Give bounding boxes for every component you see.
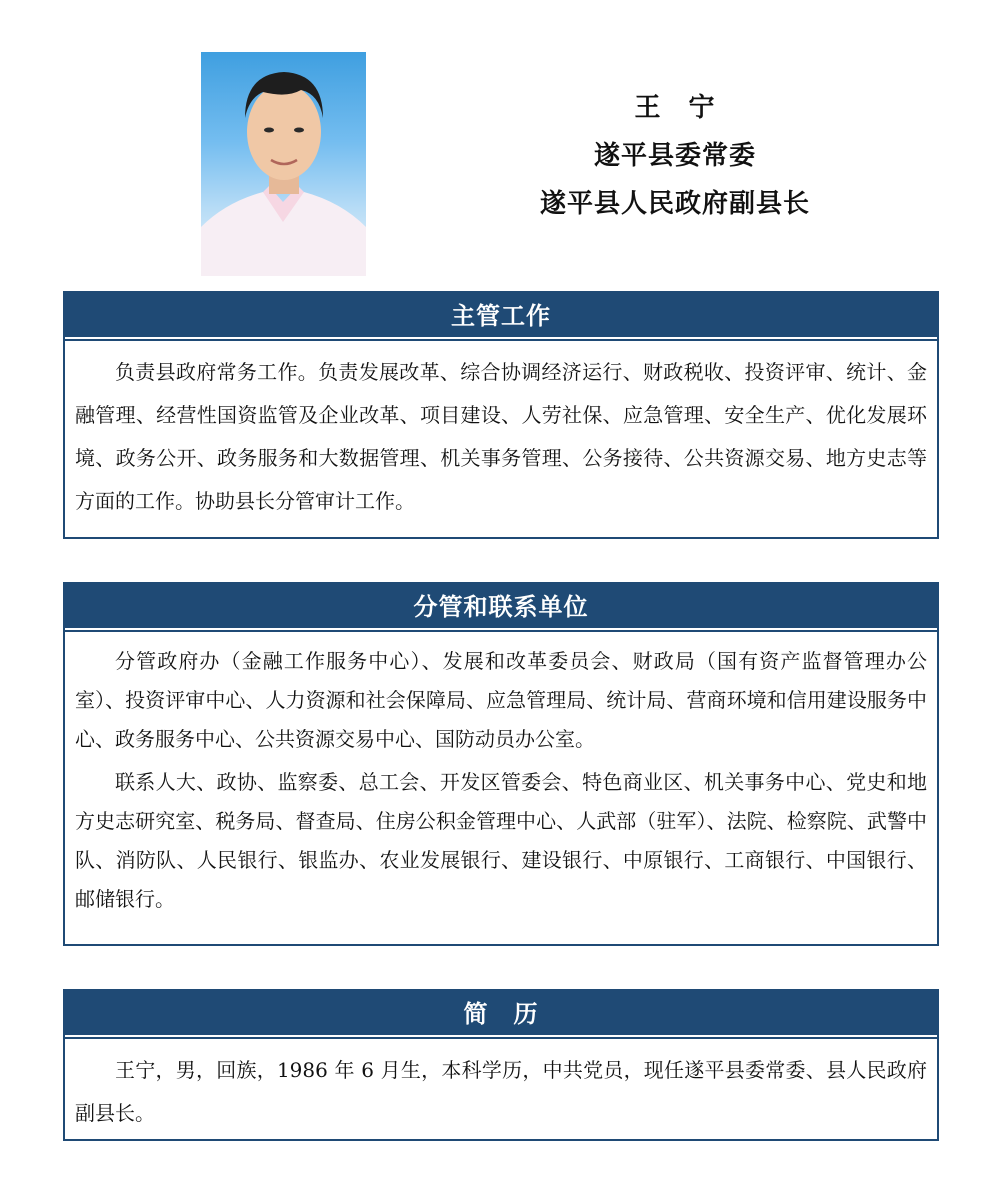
- portrait-photo: [201, 52, 366, 276]
- header-block: [520, 84, 830, 228]
- section-body: [65, 630, 937, 925]
- paragraph: 联系人大、政协、监察委、总工会、开发区管委会、特色商业区、机关事务中心、党史和地方史志研究室、税务局、督查局、住房公积金管理中心、人武部（驻军）、法院、检察院、武警中队、消防队、人民银行、银监办、农业发展银行、建设银行、中原银行、工商银行、中国银行、邮储银行。: [75, 770, 927, 911]
- person-title-party: 遂平县委常委: [593, 141, 756, 171]
- paragraph: 王宁，男，回族，1986 年 6 月生，本科学历，中共党员，现任遂平县委常委、县人民政府副县长。: [75, 1058, 927, 1125]
- person-title-government: 遂平县人民政府副县长: [539, 189, 810, 219]
- section-units: [63, 582, 939, 946]
- section-body: [65, 1037, 937, 1141]
- section-heading: 简 历: [65, 991, 937, 1037]
- section-biography: [63, 989, 939, 1141]
- portrait-figure: [201, 52, 366, 276]
- section-heading: 分管和联系单位: [65, 584, 937, 630]
- paragraph: 负责县政府常务工作。负责发展改革、综合协调经济运行、财政税收、投资评审、统计、金融管理、经营性国资监管及企业改革、项目建设、人劳社保、应急管理、安全生产、优化发展环境、政务公开、政务服务和大数据管理、机关事务管理、公务接待、公共资源交易、地方史志等方面的工作。协助县长分管审计工作。: [75, 360, 927, 513]
- section-heading: 主管工作: [65, 293, 937, 339]
- person-name: 王 宁: [634, 93, 716, 123]
- paragraph: 分管政府办（金融工作服务中心）、发展和改革委员会、财政局（国有资产监督管理办公室）、投资评审中心、人力资源和社会保障局、应急管理局、统计局、营商环境和信用建设服务中心、政务服务中心、公共资源交易中心、国防动员办公室。: [75, 649, 927, 751]
- section-body: [65, 339, 937, 529]
- section-main-work: [63, 291, 939, 539]
